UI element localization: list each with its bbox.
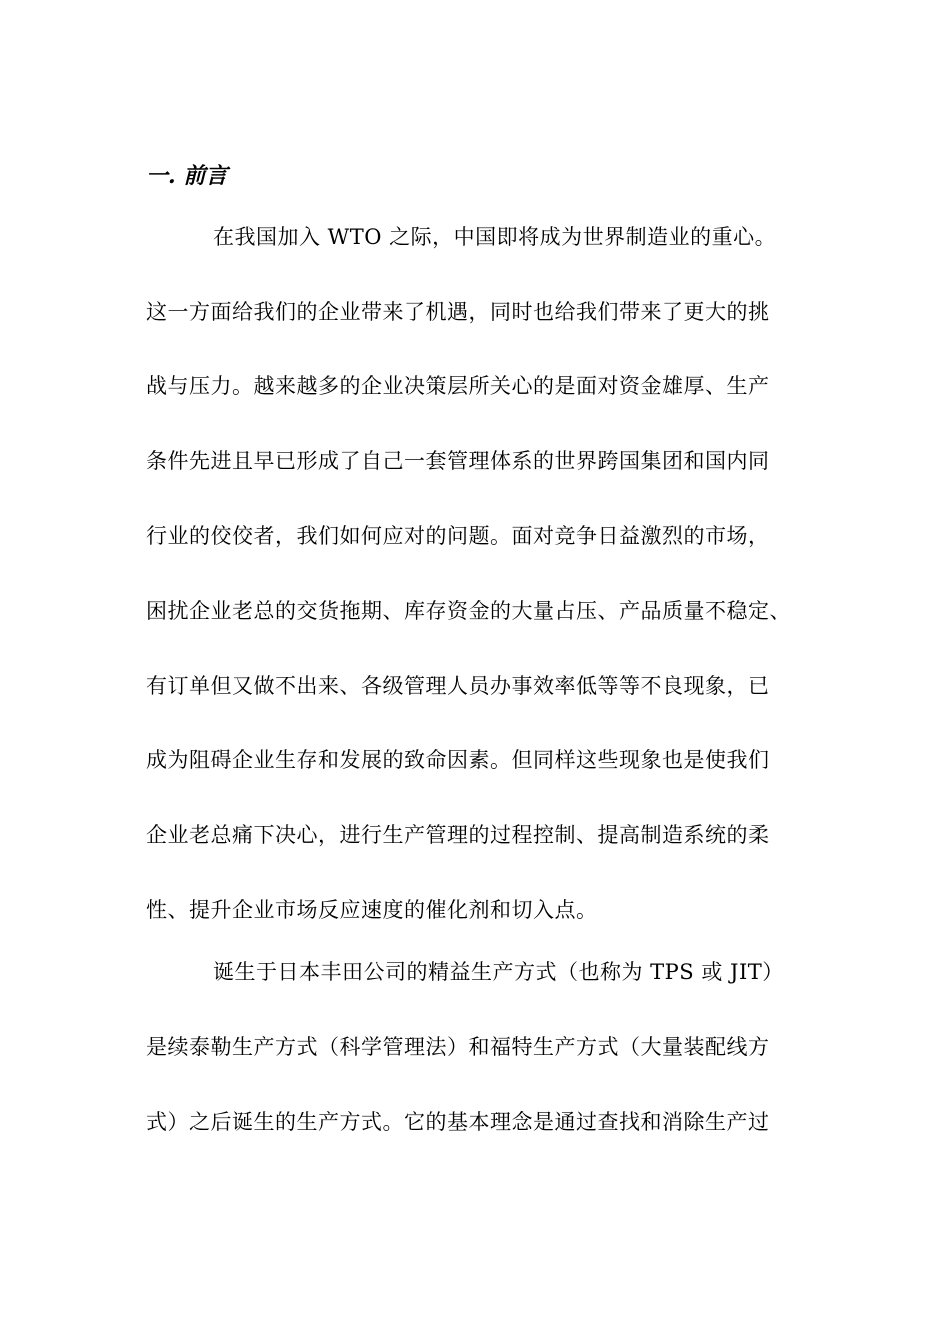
paragraph-line: 成为阻碍企业生存和发展的致命因素。但同样这些现象也是使我们 (146, 748, 770, 772)
paragraph-line: 式）之后诞生的生产方式。它的基本理念是通过查找和消除生产过 (146, 1110, 770, 1134)
paragraph-line: 行业的佼佼者，我们如何应对的问题。面对竞争日益激烈的市场， (146, 524, 770, 548)
paragraph-line: 诞生于日本丰田公司的精益生产方式（也称为 TPS 或 JIT） (213, 960, 784, 984)
paragraph-line: 战与压力。越来越多的企业决策层所关心的是面对资金雄厚、生产 (146, 374, 770, 398)
paragraph-line: 性、提升企业市场反应速度的催化剂和切入点。 (146, 898, 598, 922)
section-heading: 一. 前言 (146, 163, 228, 189)
paragraph-line: 这一方面给我们的企业带来了机遇，同时也给我们带来了更大的挑 (146, 300, 770, 324)
paragraph-line: 困扰企业老总的交货拖期、库存资金的大量占压、产品质量不稳定、 (146, 599, 791, 623)
paragraph-line: 企业老总痛下决心，进行生产管理的过程控制、提高制造系统的柔 (146, 823, 770, 847)
paragraph-line: 在我国加入 WTO 之际，中国即将成为世界制造业的重心。 (213, 225, 777, 249)
paragraph-line: 有订单但又做不出来、各级管理人员办事效率低等等不良现象，已 (146, 674, 770, 698)
paragraph-line: 条件先进且早已形成了自己一套管理体系的世界跨国集团和国内同 (146, 449, 770, 473)
paragraph-line: 是续泰勒生产方式（科学管理法）和福特生产方式（大量装配线方 (146, 1035, 770, 1059)
